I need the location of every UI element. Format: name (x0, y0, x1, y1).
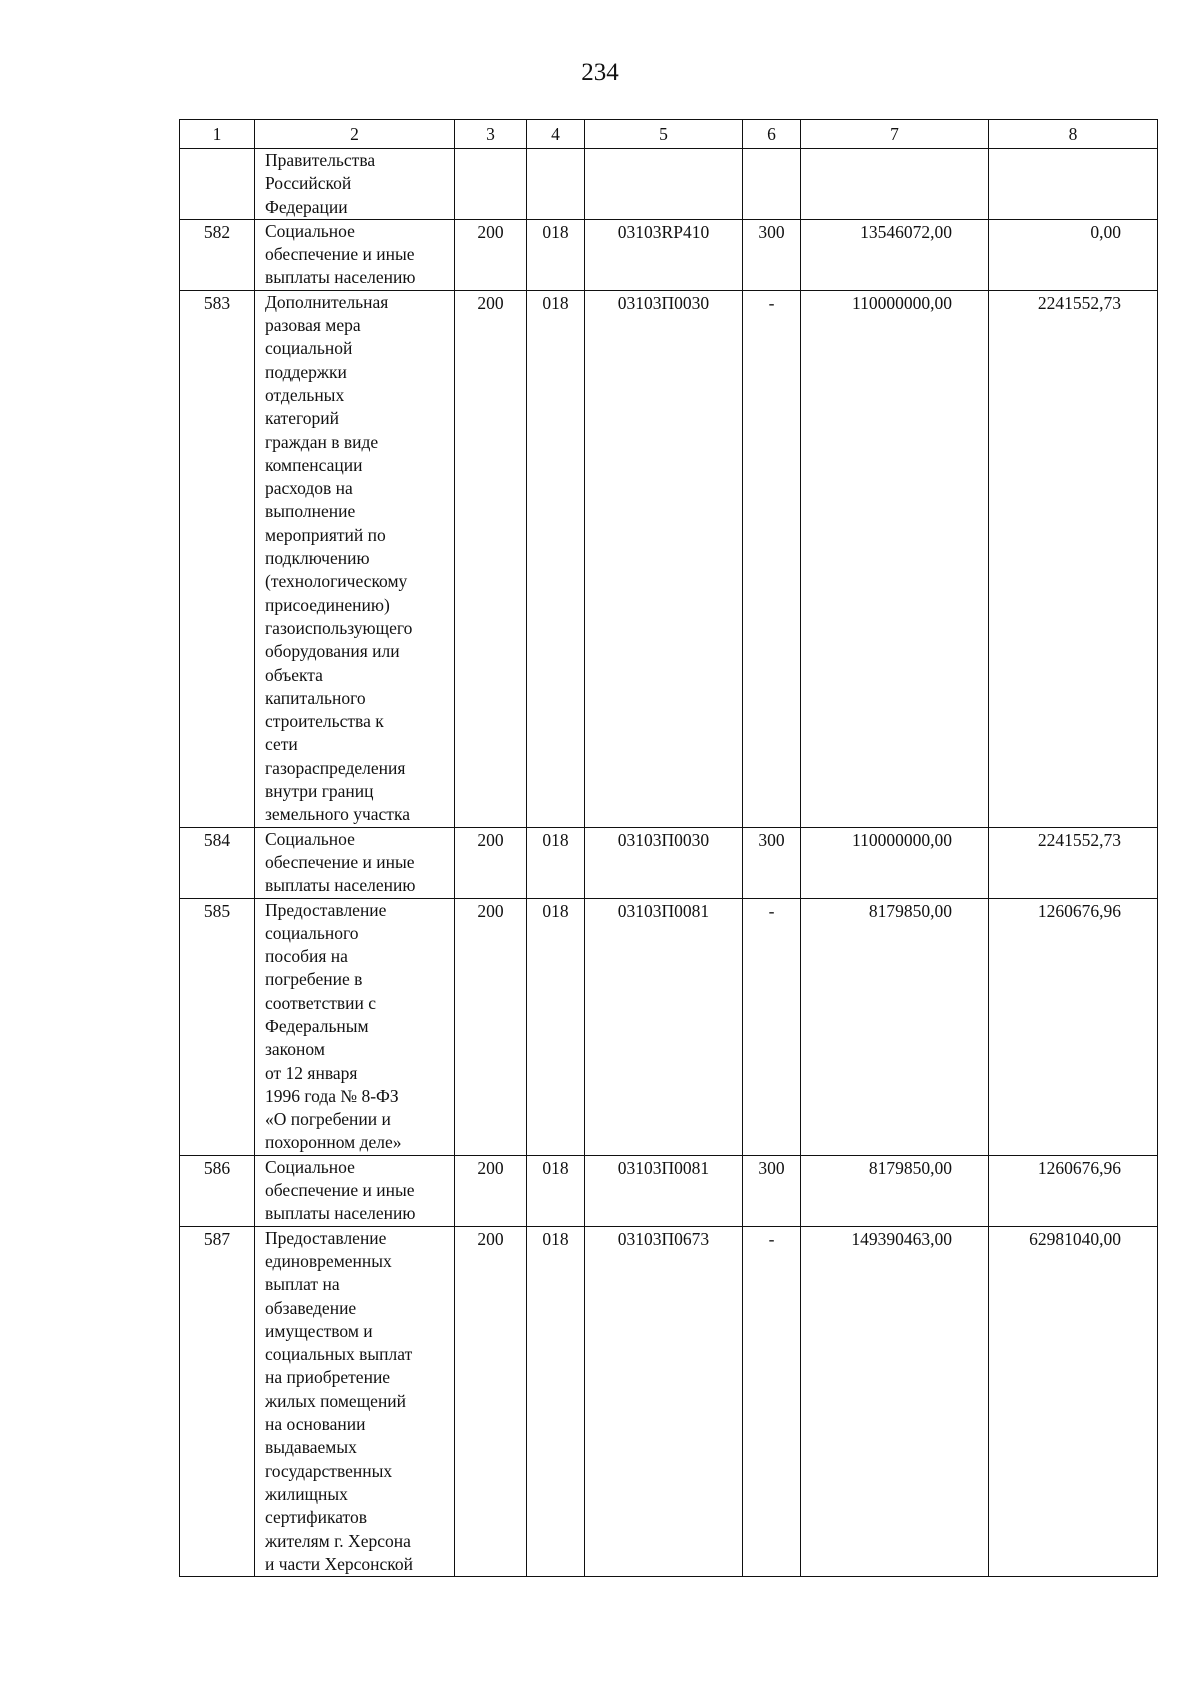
name-line: разовая мера (265, 315, 361, 336)
subsection-cell: 018 (527, 219, 585, 290)
target-article-cell (585, 149, 743, 220)
subsection-cell: 018 (527, 827, 585, 898)
expense-type-cell: - (743, 290, 801, 827)
name-line: выплат на (265, 1274, 340, 1295)
name-line: социальной (265, 338, 353, 359)
name-line: газоиспользующего (265, 617, 413, 638)
name-line: Федеральным (265, 1015, 369, 1036)
row-number-cell (180, 149, 255, 220)
target-article-cell: 03103П0030 (585, 290, 743, 827)
row-number-cell: 587 (180, 1226, 255, 1576)
name-line: имуществом и (265, 1320, 373, 1341)
name-line: Социальное (265, 828, 355, 849)
table-row (180, 149, 1158, 220)
name-line: законом (265, 1039, 325, 1060)
subsection-cell: 018 (527, 290, 585, 827)
planned-amount-cell: 13546072,00 (801, 219, 989, 290)
name-line: жителям г. Херсона (265, 1530, 411, 1551)
name-line: от 12 января (265, 1062, 358, 1083)
row-number-cell: 586 (180, 1155, 255, 1226)
name-line: Социальное (265, 220, 355, 241)
name-line: выполнение (265, 501, 356, 522)
name-line: объекта (265, 664, 323, 685)
section-cell: 200 (455, 1226, 527, 1576)
name-line: государственных (265, 1460, 393, 1481)
planned-amount-cell: 149390463,00 (801, 1226, 989, 1576)
name-line: обеспечение и иные (265, 244, 415, 265)
planned-amount-cell: 110000000,00 (801, 290, 989, 827)
name-line: капитального (265, 687, 366, 708)
header-cell: 3 (455, 120, 527, 149)
name-line: обзаведение (265, 1297, 357, 1318)
name-line: единовременных (265, 1250, 392, 1271)
table-row (180, 1155, 1158, 1226)
name-cell (255, 1226, 455, 1576)
planned-amount-cell (801, 149, 989, 220)
expense-type-cell: 300 (743, 219, 801, 290)
table-row (180, 827, 1158, 898)
target-article-cell: 03103П0081 (585, 898, 743, 1155)
subsection-cell (527, 149, 585, 220)
name-cell (255, 219, 455, 290)
row-number-cell: 583 (180, 290, 255, 827)
section-cell: 200 (455, 219, 527, 290)
planned-amount-cell: 8179850,00 (801, 898, 989, 1155)
subsection-cell: 018 (527, 1155, 585, 1226)
executed-amount-cell: 2241552,73 (989, 290, 1158, 827)
executed-amount-cell: 1260676,96 (989, 1155, 1158, 1226)
expense-type-cell (743, 149, 801, 220)
name-line: поддержки (265, 361, 347, 382)
name-line: и части Херсонской (265, 1553, 413, 1574)
name-line: сертификатов (265, 1507, 367, 1528)
name-line: (технологическому (265, 571, 408, 592)
executed-amount-cell: 2241552,73 (989, 827, 1158, 898)
executed-amount-cell: 0,00 (989, 219, 1158, 290)
table-row (180, 290, 1158, 827)
name-line: Предоставление (265, 899, 387, 920)
name-line: компенсации (265, 454, 363, 475)
name-line: мероприятий по (265, 524, 386, 545)
name-line: Правительства (265, 150, 376, 170)
name-line: оборудования или (265, 641, 400, 662)
name-line: строительства к (265, 711, 384, 732)
name-line: внутри границ (265, 781, 374, 802)
target-article-cell: 03103П0673 (585, 1226, 743, 1576)
executed-amount-cell (989, 149, 1158, 220)
name-line: Федерации (265, 196, 348, 217)
expense-type-cell: - (743, 1226, 801, 1576)
executed-amount-cell: 1260676,96 (989, 898, 1158, 1155)
section-cell: 200 (455, 827, 527, 898)
name-cell (255, 827, 455, 898)
name-line: подключению (265, 548, 370, 569)
name-line: выдаваемых (265, 1437, 357, 1458)
table-row (180, 219, 1158, 290)
header-cell: 5 (585, 120, 743, 149)
expense-type-cell: - (743, 898, 801, 1155)
target-article-cell: 03103RP410 (585, 219, 743, 290)
name-line: погребение в (265, 969, 363, 990)
name-line: земельного участка (265, 804, 410, 825)
name-line: Социальное (265, 1156, 355, 1177)
name-line: социальных выплат (265, 1344, 413, 1365)
name-line: выплаты населению (265, 267, 416, 288)
subsection-cell: 018 (527, 1226, 585, 1576)
section-cell: 200 (455, 290, 527, 827)
name-line: Дополнительная (265, 291, 389, 312)
budget-table (179, 119, 1158, 1577)
name-line: на основании (265, 1414, 366, 1435)
section-cell: 200 (455, 898, 527, 1155)
name-line: «О погребении и (265, 1109, 391, 1130)
header-cell: 2 (255, 120, 455, 149)
name-line: выплаты населению (265, 1203, 416, 1224)
header-cell: 8 (989, 120, 1158, 149)
name-line: выплаты населению (265, 875, 416, 896)
name-line: на приобретение (265, 1367, 391, 1388)
section-cell: 200 (455, 1155, 527, 1226)
name-line: пособия на (265, 946, 348, 967)
name-line: категорий (265, 408, 339, 429)
executed-amount-cell: 62981040,00 (989, 1226, 1158, 1576)
name-line: Предоставление (265, 1227, 387, 1248)
target-article-cell: 03103П0081 (585, 1155, 743, 1226)
expense-type-cell: 300 (743, 827, 801, 898)
row-number-cell: 584 (180, 827, 255, 898)
name-line: граждан в виде (265, 431, 379, 452)
target-article-cell: 03103П0030 (585, 827, 743, 898)
name-line: жилых помещений (265, 1390, 407, 1411)
name-line: расходов на (265, 478, 353, 499)
table-row (180, 1226, 1158, 1576)
table-header-row (180, 120, 1158, 149)
planned-amount-cell: 8179850,00 (801, 1155, 989, 1226)
name-cell (255, 898, 455, 1155)
subsection-cell: 018 (527, 898, 585, 1155)
planned-amount-cell: 110000000,00 (801, 827, 989, 898)
name-cell (255, 149, 455, 220)
name-line: присоединению) (265, 594, 390, 615)
header-cell: 7 (801, 120, 989, 149)
name-line: обеспечение и иные (265, 1180, 415, 1201)
name-cell (255, 290, 455, 827)
row-number-cell: 582 (180, 219, 255, 290)
header-cell: 4 (527, 120, 585, 149)
header-cell: 6 (743, 120, 801, 149)
expense-type-cell: 300 (743, 1155, 801, 1226)
name-line: Российской (265, 173, 352, 194)
name-line: отдельных (265, 384, 345, 405)
table-row (180, 898, 1158, 1155)
row-number-cell: 585 (180, 898, 255, 1155)
name-line: похоронном деле» (265, 1132, 402, 1153)
name-line: газораспределения (265, 757, 406, 778)
name-line: соответствии с (265, 992, 377, 1013)
name-cell (255, 1155, 455, 1226)
name-line: социального (265, 922, 359, 943)
header-cell: 1 (180, 120, 255, 149)
name-line: 1996 года № 8-ФЗ (265, 1085, 399, 1106)
page-number: 234 (581, 59, 619, 86)
name-line: обеспечение и иные (265, 851, 415, 872)
section-cell (455, 149, 527, 220)
name-line: сети (265, 734, 298, 755)
table-body (180, 149, 1158, 1577)
name-line: жилищных (265, 1483, 348, 1504)
